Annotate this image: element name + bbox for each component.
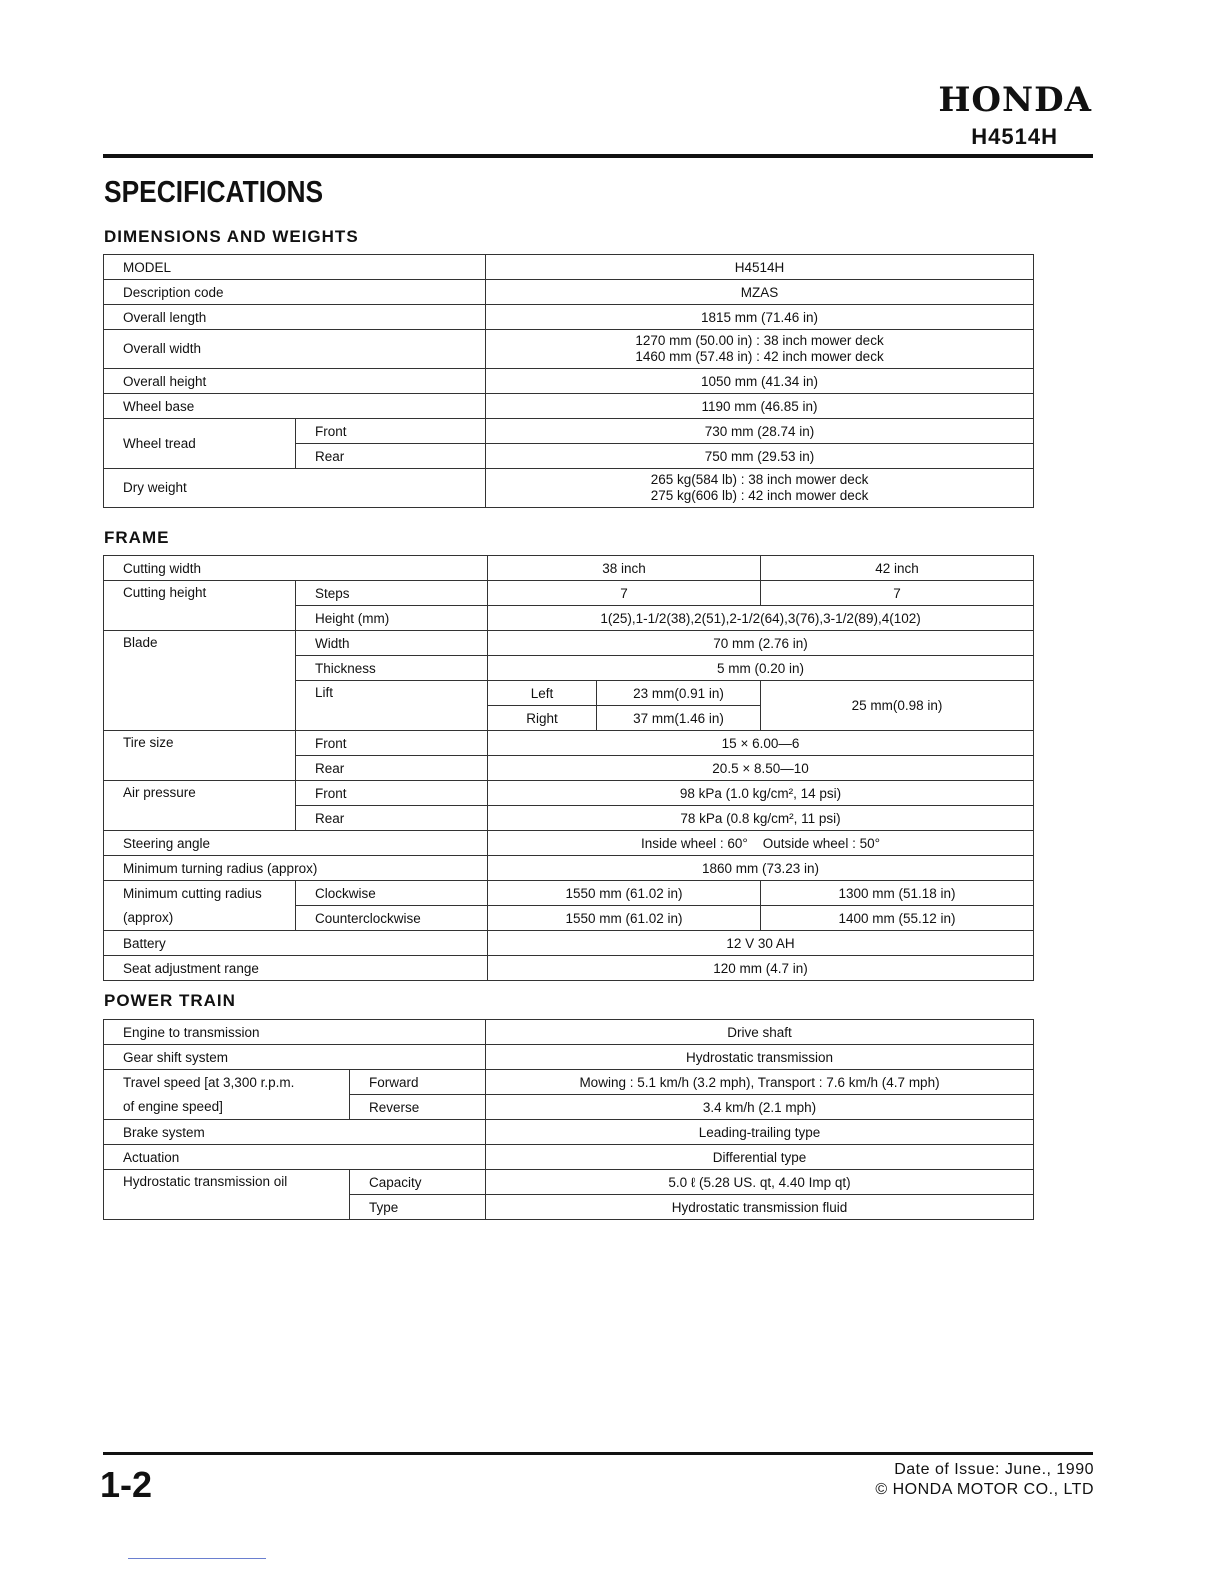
- spec-label: MODEL: [104, 255, 486, 280]
- table-row: [104, 856, 1034, 881]
- spec-value: 37 mm(1.46 in): [597, 706, 761, 731]
- spec-sublabel: Right: [488, 706, 597, 731]
- spec-sublabel: Left: [488, 681, 597, 706]
- spec-value: 1550 mm (61.02 in): [488, 881, 761, 906]
- spec-label: Actuation: [104, 1145, 486, 1170]
- spec-label: Air pressure: [104, 781, 296, 831]
- table-row: [104, 931, 1034, 956]
- spec-value: 20.5 × 8.50—10: [488, 756, 1034, 781]
- table-row: [104, 831, 1034, 856]
- spec-value: Drive shaft: [486, 1020, 1034, 1045]
- spec-sublabel: Type: [350, 1195, 486, 1220]
- spec-label: Travel speed [at 3,300 r.p.m.: [104, 1070, 350, 1095]
- power-train-heading: POWER TRAIN: [104, 991, 236, 1010]
- power-train-table: [103, 1019, 1034, 1220]
- spec-sublabel: Capacity: [350, 1170, 486, 1195]
- spec-label: Cutting height: [104, 581, 296, 631]
- value-line: 1460 mm (57.48 in) : 42 inch mower deck: [635, 349, 884, 364]
- spec-value: H4514H: [486, 255, 1034, 280]
- spec-label: Battery: [104, 931, 488, 956]
- table-row: [104, 906, 1034, 931]
- spec-label: of engine speed]: [104, 1095, 350, 1120]
- spec-sublabel: Forward: [350, 1070, 486, 1095]
- bottom-divider: [103, 1452, 1093, 1455]
- spec-label: Dry weight: [104, 469, 486, 508]
- spec-value: 1550 mm (61.02 in): [488, 906, 761, 931]
- spec-label: Minimum cutting radius: [104, 881, 296, 906]
- spec-label: Minimum turning radius (approx): [104, 856, 488, 881]
- spec-sublabel: Rear: [296, 444, 486, 469]
- spec-value: 15 × 6.00—6: [488, 731, 1034, 756]
- spec-sublabel: Counterclockwise: [296, 906, 488, 931]
- issue-date: Date of Issue: June., 1990: [894, 1461, 1094, 1478]
- spec-value: [486, 330, 1034, 369]
- table-row: [104, 305, 1034, 330]
- table-row: [104, 255, 1034, 280]
- spec-value: 1300 mm (51.18 in): [761, 881, 1034, 906]
- value-line: 265 kg(584 lb) : 38 inch mower deck: [650, 472, 869, 487]
- spec-value: 750 mm (29.53 in): [486, 444, 1034, 469]
- spec-value: 120 mm (4.7 in): [488, 956, 1034, 981]
- spec-sublabel: Front: [296, 781, 488, 806]
- spec-sublabel: Rear: [296, 806, 488, 831]
- spec-value: Leading-trailing type: [486, 1120, 1034, 1145]
- frame-heading: FRAME: [104, 528, 170, 547]
- spec-value: Differential type: [486, 1145, 1034, 1170]
- spec-value: 1400 mm (55.12 in): [761, 906, 1034, 931]
- table-row: [104, 394, 1034, 419]
- spec-label: Hydrostatic transmission oil: [104, 1170, 350, 1220]
- table-row: [104, 781, 1034, 806]
- spec-value: 1815 mm (71.46 in): [486, 305, 1034, 330]
- spec-label: Wheel tread: [104, 419, 296, 469]
- table-row: [104, 881, 1034, 906]
- table-row: [104, 419, 1034, 444]
- frame-table: [103, 555, 1034, 981]
- table-row: [104, 631, 1034, 656]
- footer-rule: [128, 1558, 266, 1559]
- table-row: [104, 330, 1034, 369]
- spec-label: Seat adjustment range: [104, 956, 488, 981]
- spec-label: Tire size: [104, 731, 296, 781]
- spec-sublabel: Clockwise: [296, 881, 488, 906]
- spec-sublabel: Rear: [296, 756, 488, 781]
- spec-label: Gear shift system: [104, 1045, 486, 1070]
- issue-info: [875, 1460, 1094, 1500]
- spec-value: 7: [761, 581, 1034, 606]
- table-row: [104, 956, 1034, 981]
- table-row: [104, 369, 1034, 394]
- page-number: 1-2: [100, 1464, 153, 1505]
- spec-value: 7: [488, 581, 761, 606]
- spec-label: Overall height: [104, 369, 486, 394]
- table-row: [104, 280, 1034, 305]
- table-row: [104, 1120, 1034, 1145]
- spec-sublabel: Steps: [296, 581, 488, 606]
- spec-value: [486, 469, 1034, 508]
- spec-value: 23 mm(0.91 in): [597, 681, 761, 706]
- table-row: [104, 1020, 1034, 1045]
- table-row: [104, 1070, 1034, 1095]
- spec-label: Engine to transmission: [104, 1020, 486, 1045]
- model-number: H4514H: [971, 124, 1058, 149]
- spec-sublabel: Lift: [296, 681, 488, 731]
- spec-value: 25 mm(0.98 in): [761, 681, 1034, 731]
- spec-label: Description code: [104, 280, 486, 305]
- spec-label: Cutting width: [104, 556, 488, 581]
- spec-sublabel: Height (mm): [296, 606, 488, 631]
- spec-label: (approx): [104, 906, 296, 931]
- spec-value: 1050 mm (41.34 in): [486, 369, 1034, 394]
- table-row: [104, 731, 1034, 756]
- spec-label: Steering angle: [104, 831, 488, 856]
- spec-value: 1190 mm (46.85 in): [486, 394, 1034, 419]
- table-row: [104, 1170, 1034, 1195]
- spec-value: 98 kPa (1.0 kg/cm², 14 psi): [488, 781, 1034, 806]
- table-row: [104, 1145, 1034, 1170]
- spec-value: 1(25),1-1/2(38),2(51),2-1/2(64),3(76),3-1/2(89),4(102): [488, 606, 1034, 631]
- spec-value: 1860 mm (73.23 in): [488, 856, 1034, 881]
- spec-label: Overall length: [104, 305, 486, 330]
- table-row: [104, 469, 1034, 508]
- spec-value: 3.4 km/h (2.1 mph): [486, 1095, 1034, 1120]
- spec-label: Blade: [104, 631, 296, 731]
- spec-value: MZAS: [486, 280, 1034, 305]
- spec-value: Inside wheel : 60° Outside wheel : 50°: [488, 831, 1034, 856]
- spec-value: 12 V 30 AH: [488, 931, 1034, 956]
- spec-value: 78 kPa (0.8 kg/cm², 11 psi): [488, 806, 1034, 831]
- spec-sublabel: Front: [296, 419, 486, 444]
- spec-sublabel: Thickness: [296, 656, 488, 681]
- table-row: [104, 1095, 1034, 1120]
- spec-value: 5.0 ℓ (5.28 US. qt, 4.40 Imp qt): [486, 1170, 1034, 1195]
- spec-value: Hydrostatic transmission: [486, 1045, 1034, 1070]
- table-row: [104, 1045, 1034, 1070]
- spec-value: Mowing : 5.1 km/h (3.2 mph), Transport : 7.6 km/h (4.7 mph): [486, 1070, 1034, 1095]
- table-row: [104, 581, 1034, 606]
- spec-sublabel: Reverse: [350, 1095, 486, 1120]
- brand-logo: HONDA: [938, 80, 1092, 120]
- page-title: SPECIFICATIONS: [104, 174, 324, 209]
- spec-value: 730 mm (28.74 in): [486, 419, 1034, 444]
- spec-value: 42 inch: [761, 556, 1034, 581]
- table-row: [104, 556, 1034, 581]
- spec-value: 70 mm (2.76 in): [488, 631, 1034, 656]
- spec-label: Overall width: [104, 330, 486, 369]
- spec-sublabel: Front: [296, 731, 488, 756]
- spec-value: 38 inch: [488, 556, 761, 581]
- top-divider: [103, 154, 1093, 158]
- spec-value: 5 mm (0.20 in): [488, 656, 1034, 681]
- spec-value: Hydrostatic transmission fluid: [486, 1195, 1034, 1220]
- spec-sublabel: Width: [296, 631, 488, 656]
- value-line: 1270 mm (50.00 in) : 38 inch mower deck: [635, 333, 884, 348]
- dimensions-heading: DIMENSIONS AND WEIGHTS: [104, 227, 359, 246]
- spec-label: Brake system: [104, 1120, 486, 1145]
- dimensions-table: [103, 254, 1034, 508]
- copyright: © HONDA MOTOR CO., LTD: [875, 1481, 1094, 1498]
- value-line: 275 kg(606 lb) : 42 inch mower deck: [650, 488, 869, 503]
- spec-label: Wheel base: [104, 394, 486, 419]
